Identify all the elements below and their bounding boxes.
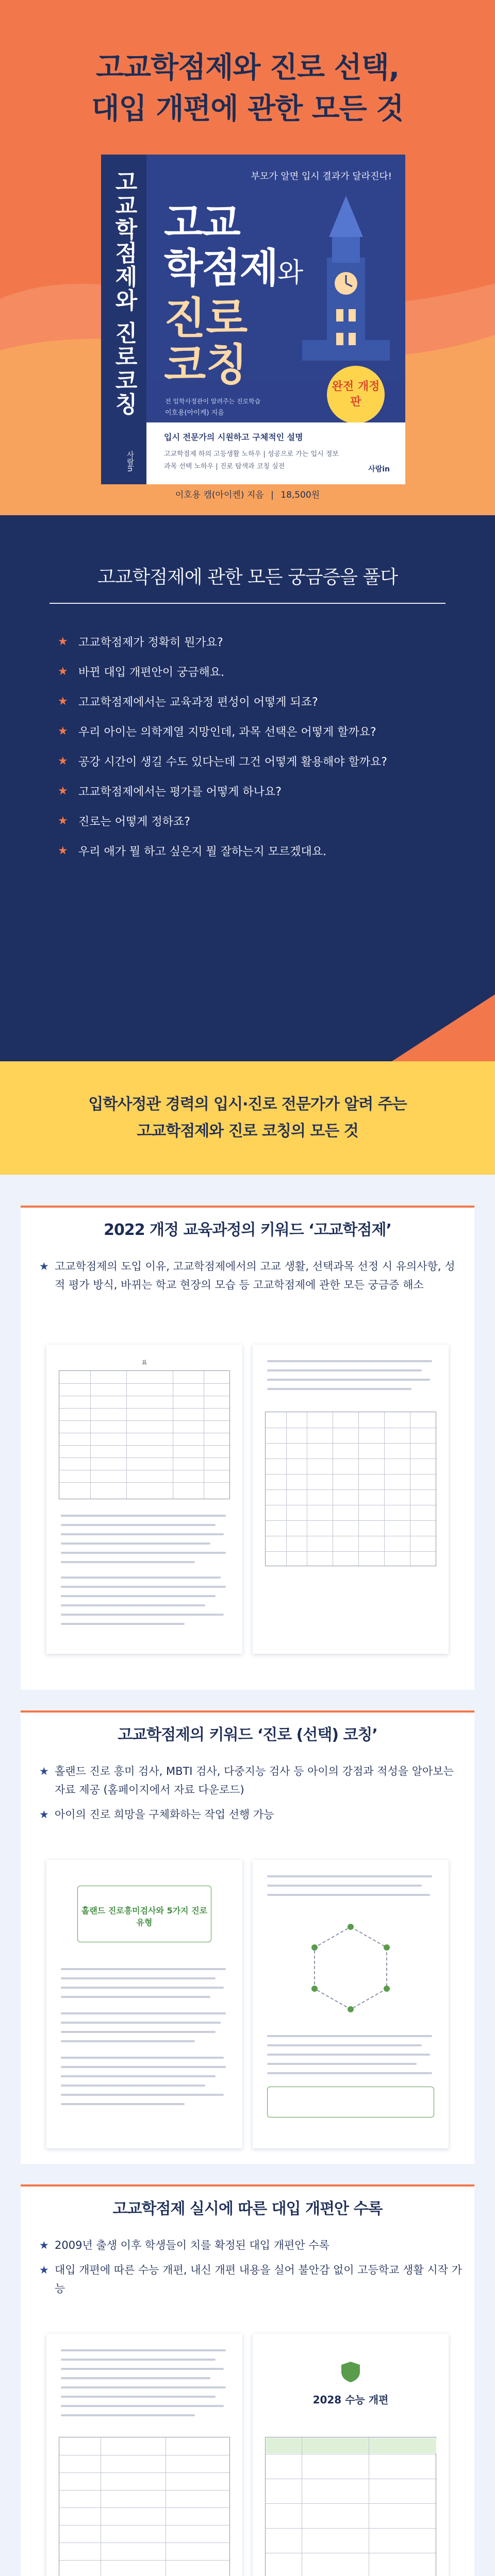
star-icon: ★: [58, 844, 68, 857]
question-item: [58, 626, 450, 656]
book-page-preview-right: [253, 2334, 449, 2576]
book-page-preview-left: [46, 1860, 242, 2148]
page-table: [59, 2437, 230, 2576]
question-text: 우리 애가 뭘 하고 싶은지 뭘 잘하는지 모르겠대요.: [78, 845, 326, 858]
cover-author-caption: 전 입학사정관이 알려주는 진로학습: [165, 398, 261, 405]
intro-line2: 고교학점제와 진로 코칭의 모든 것: [137, 1122, 358, 1140]
bullet-text: 2009년 출생 이후 학생들이 치를 확정된 대입 개편안 수록: [55, 2239, 329, 2251]
bullet-item: [39, 2236, 462, 2255]
questions-list: [58, 626, 450, 866]
questions-divider: [50, 603, 446, 604]
book-page-preview-right: [253, 1345, 449, 1654]
cover-title-hakjeomje: [164, 246, 302, 295]
star-icon: ★: [39, 2264, 49, 2276]
bullet-item: [39, 1762, 462, 1799]
section-curriculum-header: [21, 1206, 474, 1242]
star-icon: ★: [39, 1260, 49, 1273]
cover-bottom-heading: 입시 전문가의 시원하고 구체적인 설명: [164, 432, 303, 442]
cover-bottom-line2: 과목 선택 노하우 | 진로 탐색과 코칭 실전: [164, 463, 285, 470]
question-text: 바뀐 대입 개편안이 궁금해요.: [78, 666, 224, 679]
question-item: [58, 656, 450, 686]
star-icon: ★: [58, 754, 68, 768]
hero-title-line1: 고교학점제와 진로 선택,: [95, 51, 400, 84]
star-icon: ★: [58, 635, 68, 648]
star-icon: ★: [39, 1808, 49, 1821]
shield-icon: [338, 2360, 363, 2384]
bullet-text: 홀랜드 진로 흥미 검사, MBTI 검사, 다중지능 검사 등 아이의 강점과 적성을 알아보는 자료 제공 (홈페이지에서 자료 다운로드): [55, 1765, 454, 1796]
cover-title-jinro: 진로: [164, 293, 248, 344]
spine-publisher: 사람in: [126, 451, 134, 472]
section-admission-title: 고교학점제 실시에 따른 대입 개편안 수록: [112, 2200, 383, 2218]
bullet-item: [39, 2261, 462, 2298]
section-curriculum-title: 2022 개정 교육과정의 키워드 ‘고교학점제’: [104, 1221, 391, 1239]
book-front: [146, 155, 405, 484]
page-table: [265, 2437, 436, 2576]
bullet-text: 대입 개편에 따른 수능 개편, 내신 개편 내용을 실어 불안감 없이 고등학교 생활 시작 가능: [55, 2264, 462, 2295]
question-item: [58, 716, 450, 746]
clock-tower-illustration: [302, 185, 390, 361]
star-icon: ★: [58, 665, 68, 678]
question-text: 우리 아이는 의학계열 지망인데, 과목 선택은 어떻게 할까요?: [78, 725, 376, 739]
publisher-logo: 사람in: [368, 465, 390, 473]
book-spine: [101, 155, 146, 484]
question-text: 진로는 어떻게 정하죠?: [78, 815, 190, 828]
cover-tagline: 부모가 알면 입시 결과가 달라진다!: [251, 171, 392, 182]
book-caption-author: 이호용 캠(아이켄) 지음: [175, 490, 264, 500]
cover-bottom-panel: [146, 422, 405, 484]
details-section: [0, 1175, 495, 2576]
question-item: [58, 686, 450, 716]
star-icon: ★: [58, 694, 68, 708]
page-table: [59, 1370, 230, 1499]
figure-title: 2028 수능 개편: [312, 2394, 389, 2406]
cover-title-wa: 와: [277, 258, 303, 289]
star-icon: ★: [39, 2239, 49, 2251]
note-box: [267, 2087, 434, 2117]
book-caption-price: 18,500원: [280, 490, 320, 500]
corner-decoration: [392, 994, 495, 1061]
section-coaching-bullets: [39, 1762, 462, 1830]
star-icon: ★: [39, 1765, 49, 1777]
hero-title-line2: 대입 개편에 관한 모든 것: [91, 92, 404, 126]
hero-title: [0, 47, 495, 130]
cover-bottom-line1: 고교학점제 하의 고등생활 노하우 | 성공으로 가는 입시 정보: [164, 450, 339, 458]
spine-title: 고교학점제와 진로코칭: [111, 170, 137, 416]
question-item: [58, 806, 450, 836]
cover-title-hakjeomje-text: 학점제: [164, 245, 278, 292]
book-page-preview-right: [253, 1860, 449, 2148]
bullet-item: [39, 1805, 462, 1824]
section-coaching-title: 고교학점제의 키워드 ‘진로 (선택) 코칭’: [118, 1726, 377, 1744]
question-item: [58, 776, 450, 806]
revised-edition-badge: 완전 개정판: [327, 366, 385, 423]
question-text: 공강 시간이 생길 수도 있다는데 그건 어떻게 활용해야 할까요?: [78, 755, 387, 769]
book-caption-sep: |: [271, 490, 274, 500]
question-item: [58, 836, 450, 866]
bullet-text: 고교학점제의 도입 이유, 고교학점제에서의 고교 생활, 선택과목 선정 시 유의사항, 성적 평가 방식, 바뀌는 학교 현장의 모습 등 고교학점제에 관한 모든 궁금증 해소: [55, 1260, 455, 1291]
book-caption: [0, 487, 495, 500]
section-admission-bullets: [39, 2236, 462, 2304]
star-icon: ★: [58, 784, 68, 798]
book-page-preview-left: [46, 2334, 242, 2576]
page-table: [265, 1412, 436, 1566]
section-admission-header: [21, 2184, 474, 2221]
book-page-preview-left: [46, 1345, 242, 1654]
intro-band: [0, 1061, 495, 1175]
intro-line1: 입학사정관 경력의 입시·진로 전문가가 알려 주는: [88, 1095, 407, 1113]
cover-title-gogyo: 고교: [164, 200, 240, 246]
cover-author-name: 이호용(아이케) 지음: [165, 409, 224, 417]
star-icon: ★: [58, 724, 68, 738]
questions-section: [0, 515, 495, 1061]
question-text: 고교학점제가 정확히 뭔가요?: [78, 636, 223, 649]
section-coaching-header: [21, 1710, 474, 1747]
hexagon-diagram: [299, 1917, 402, 2020]
questions-title: 고교학점제에 관한 모든 궁금증을 풀다: [97, 567, 398, 588]
cover-title-coaching: 코칭: [164, 340, 248, 390]
question-item: [58, 746, 450, 776]
question-text: 고교학점제에서는 평가를 어떻게 하나요?: [78, 785, 282, 799]
star-icon: ★: [58, 814, 68, 827]
section-curriculum-bullets: [39, 1257, 462, 1300]
bullet-item: [39, 1257, 462, 1294]
book-cover-image: [101, 155, 405, 484]
page-caption: 표: [141, 1359, 147, 1366]
bullet-text: 아이의 진로 희망을 구체화하는 작업 선행 가능: [55, 1808, 274, 1821]
question-text: 고교학점제에서는 교육과정 편성이 어떻게 되죠?: [78, 696, 318, 709]
hero-section: [0, 0, 495, 515]
figure-title: 홀랜드 진로흥미검사와 5가지 진로 유형: [81, 1906, 208, 1927]
